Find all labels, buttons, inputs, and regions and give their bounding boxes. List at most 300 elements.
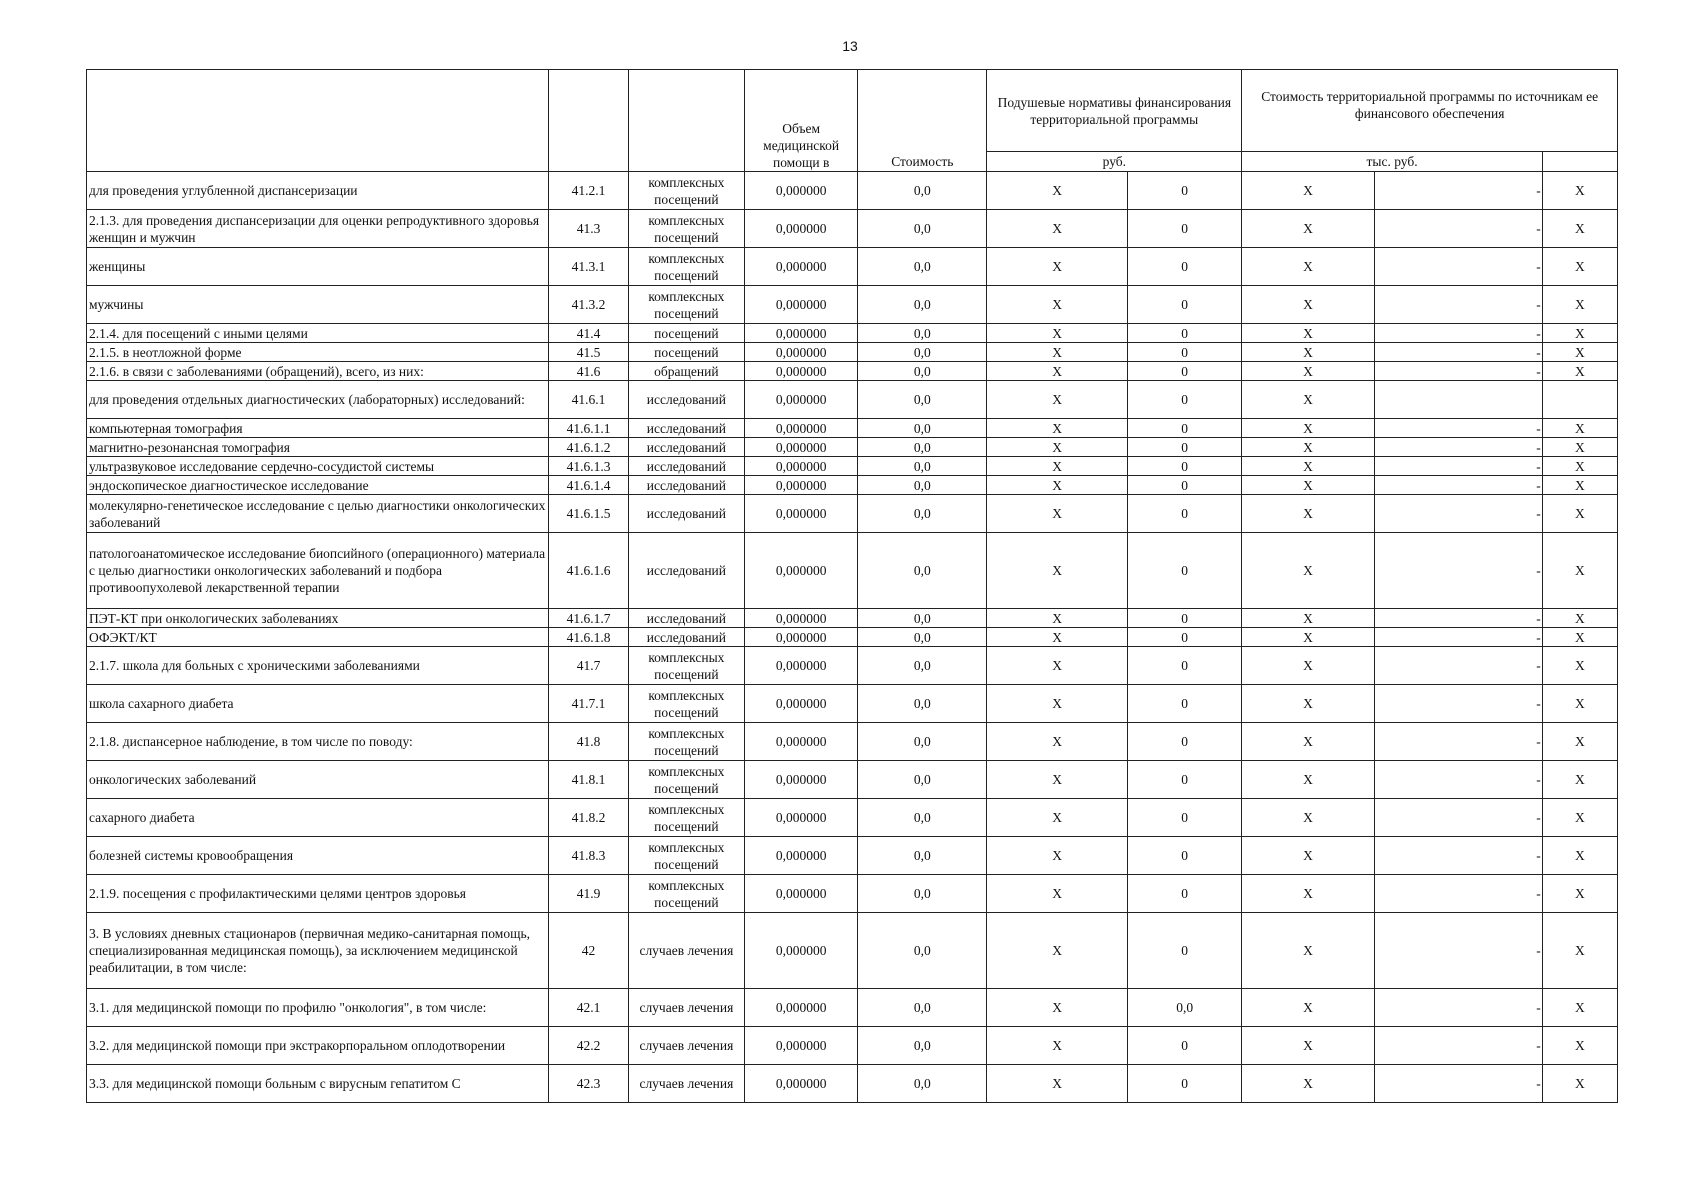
row-program-1: X [1242, 913, 1374, 989]
row-code: 41.8.3 [549, 837, 628, 875]
row-name: 2.1.9. посещения с профилактическими целями центров здоровья [87, 875, 549, 913]
row-per-capita-1: X [987, 419, 1128, 438]
header-volume: Объем медицинской помощи в [763, 121, 840, 170]
row-per-capita-1: X [987, 248, 1128, 286]
row-per-capita-1: X [987, 495, 1128, 533]
row-program-3: X [1542, 1065, 1617, 1103]
row-program-1: X [1242, 761, 1374, 799]
row-unit: обращений [628, 362, 744, 381]
row-program-2: - [1374, 438, 1542, 457]
row-per-capita-1: X [987, 799, 1128, 837]
row-unit: комплексных посещений [628, 286, 744, 324]
row-per-capita-1: X [987, 989, 1128, 1027]
row-per-capita-2: 0 [1128, 286, 1242, 324]
table-row [87, 799, 1618, 837]
row-name: ультразвуковое исследование сердечно-сосудистой системы [87, 457, 549, 476]
row-code: 41.7 [549, 647, 628, 685]
row-per-capita-1: X [987, 913, 1128, 989]
row-per-capita-2: 0 [1128, 761, 1242, 799]
row-program-1: X [1242, 172, 1374, 210]
row-code: 42.1 [549, 989, 628, 1027]
row-per-capita-1: X [987, 172, 1128, 210]
row-volume: 0,000000 [745, 495, 858, 533]
row-program-2: - [1374, 1027, 1542, 1065]
row-program-3 [1542, 381, 1617, 419]
table-row [87, 438, 1618, 457]
row-program-2: - [1374, 533, 1542, 609]
row-program-3: X [1542, 913, 1617, 989]
header-program-cost: Стоимость территориальной программы по источникам ее финансового обеспечения [1242, 70, 1618, 152]
row-program-2: - [1374, 286, 1542, 324]
row-code: 41.6.1.3 [549, 457, 628, 476]
row-program-2: - [1374, 476, 1542, 495]
row-volume: 0,000000 [745, 837, 858, 875]
row-per-capita-2: 0 [1128, 210, 1242, 248]
table-row [87, 457, 1618, 476]
row-volume: 0,000000 [745, 913, 858, 989]
row-program-3: X [1542, 609, 1617, 628]
row-program-3: X [1542, 210, 1617, 248]
row-program-3: X [1542, 875, 1617, 913]
page-number: 13 [842, 38, 858, 54]
row-per-capita-2: 0 [1128, 533, 1242, 609]
row-program-1: X [1242, 533, 1374, 609]
row-program-2: - [1374, 609, 1542, 628]
row-volume: 0,000000 [745, 248, 858, 286]
row-per-capita-1: X [987, 723, 1128, 761]
row-code: 41.6.1.6 [549, 533, 628, 609]
row-cost: 0,0 [858, 609, 987, 628]
row-program-2: - [1374, 362, 1542, 381]
row-per-capita-2: 0 [1128, 324, 1242, 343]
row-code: 41.5 [549, 343, 628, 362]
row-program-1: X [1242, 628, 1374, 647]
row-per-capita-2: 0 [1128, 495, 1242, 533]
row-code: 41.8.2 [549, 799, 628, 837]
row-cost: 0,0 [858, 419, 987, 438]
row-program-3: X [1542, 324, 1617, 343]
row-program-2: - [1374, 172, 1542, 210]
row-per-capita-2: 0,0 [1128, 989, 1242, 1027]
row-program-2 [1374, 381, 1542, 419]
row-program-2: - [1374, 799, 1542, 837]
row-unit: исследований [628, 381, 744, 419]
row-unit: исследований [628, 628, 744, 647]
table-row [87, 476, 1618, 495]
table-row [87, 647, 1618, 685]
row-code: 41.3 [549, 210, 628, 248]
row-unit: комплексных посещений [628, 875, 744, 913]
header-thousand-rub: тыс. руб. [1242, 152, 1542, 172]
row-program-2: - [1374, 210, 1542, 248]
row-name: компьютерная томография [87, 419, 549, 438]
row-program-1: X [1242, 799, 1374, 837]
row-program-1: X [1242, 419, 1374, 438]
row-code: 41.3.2 [549, 286, 628, 324]
row-code: 41.6.1.8 [549, 628, 628, 647]
row-volume: 0,000000 [745, 210, 858, 248]
row-per-capita-1: X [987, 362, 1128, 381]
row-per-capita-1: X [987, 837, 1128, 875]
row-code: 41.4 [549, 324, 628, 343]
row-program-2: - [1374, 723, 1542, 761]
row-unit: комплексных посещений [628, 799, 744, 837]
row-unit: исследований [628, 609, 744, 628]
row-cost: 0,0 [858, 248, 987, 286]
table-row [87, 381, 1618, 419]
row-unit: случаев лечения [628, 1027, 744, 1065]
table-body [87, 172, 1618, 1103]
row-program-2: - [1374, 875, 1542, 913]
row-program-1: X [1242, 362, 1374, 381]
row-name: 3.3. для медицинской помощи больным с вирусным гепатитом С [87, 1065, 549, 1103]
row-volume: 0,000000 [745, 647, 858, 685]
row-per-capita-2: 0 [1128, 248, 1242, 286]
row-program-3: X [1542, 761, 1617, 799]
row-cost: 0,0 [858, 457, 987, 476]
row-name: 2.1.3. для проведения диспансеризации для оценки репродуктивного здоровья женщин и мужчин [87, 210, 549, 248]
row-name: сахарного диабета [87, 799, 549, 837]
row-per-capita-1: X [987, 457, 1128, 476]
row-per-capita-1: X [987, 286, 1128, 324]
row-program-2: - [1374, 343, 1542, 362]
row-program-2: - [1374, 324, 1542, 343]
row-per-capita-2: 0 [1128, 362, 1242, 381]
row-volume: 0,000000 [745, 286, 858, 324]
row-name: 2.1.6. в связи с заболеваниями (обращений), всего, из них: [87, 362, 549, 381]
row-code: 41.7.1 [549, 685, 628, 723]
row-name: женщины [87, 248, 549, 286]
row-program-3: X [1542, 248, 1617, 286]
row-volume: 0,000000 [745, 628, 858, 647]
row-name: для проведения углубленной диспансеризации [87, 172, 549, 210]
row-program-1: X [1242, 685, 1374, 723]
row-program-3: X [1542, 799, 1617, 837]
table-row [87, 837, 1618, 875]
row-cost: 0,0 [858, 343, 987, 362]
row-name: ОФЭКТ/КТ [87, 628, 549, 647]
row-volume: 0,000000 [745, 362, 858, 381]
row-cost: 0,0 [858, 381, 987, 419]
row-per-capita-2: 0 [1128, 875, 1242, 913]
row-unit: случаев лечения [628, 1065, 744, 1103]
row-name: школа сахарного диабета [87, 685, 549, 723]
table-row [87, 685, 1618, 723]
row-program-3: X [1542, 172, 1617, 210]
row-program-3: X [1542, 476, 1617, 495]
row-program-1: X [1242, 324, 1374, 343]
row-program-2: - [1374, 419, 1542, 438]
row-program-1: X [1242, 723, 1374, 761]
row-per-capita-2: 0 [1128, 913, 1242, 989]
row-per-capita-2: 0 [1128, 685, 1242, 723]
table-row [87, 723, 1618, 761]
row-per-capita-2: 0 [1128, 172, 1242, 210]
row-cost: 0,0 [858, 438, 987, 457]
row-program-1: X [1242, 1065, 1374, 1103]
row-cost: 0,0 [858, 362, 987, 381]
row-per-capita-2: 0 [1128, 476, 1242, 495]
row-program-3: X [1542, 286, 1617, 324]
row-cost: 0,0 [858, 210, 987, 248]
row-name: 3.2. для медицинской помощи при экстракорпоральном оплодотворении [87, 1027, 549, 1065]
header-code-cell [549, 70, 628, 172]
row-program-3: X [1542, 343, 1617, 362]
row-code: 41.6.1.2 [549, 438, 628, 457]
row-volume: 0,000000 [745, 343, 858, 362]
row-program-1: X [1242, 495, 1374, 533]
row-per-capita-1: X [987, 476, 1128, 495]
row-program-3: X [1542, 533, 1617, 609]
row-per-capita-1: X [987, 438, 1128, 457]
row-per-capita-2: 0 [1128, 419, 1242, 438]
row-volume: 0,000000 [745, 438, 858, 457]
row-code: 41.6.1.1 [549, 419, 628, 438]
row-program-3: X [1542, 723, 1617, 761]
header-empty-cell [1542, 152, 1617, 172]
row-name: для проведения отдельных диагностических (лабораторных) исследований: [87, 381, 549, 419]
row-name: 2.1.5. в неотложной форме [87, 343, 549, 362]
row-code: 41.8 [549, 723, 628, 761]
row-per-capita-2: 0 [1128, 609, 1242, 628]
row-per-capita-2: 0 [1128, 1027, 1242, 1065]
row-code: 42.3 [549, 1065, 628, 1103]
row-unit: исследований [628, 495, 744, 533]
row-cost: 0,0 [858, 476, 987, 495]
header-volume-cell [745, 70, 858, 172]
row-unit: случаев лечения [628, 913, 744, 989]
table-row [87, 248, 1618, 286]
row-unit: исследований [628, 457, 744, 476]
row-cost: 0,0 [858, 989, 987, 1027]
row-name: 2.1.4. для посещений с иными целями [87, 324, 549, 343]
header-rub: руб. [987, 152, 1242, 172]
row-name: мужчины [87, 286, 549, 324]
row-per-capita-1: X [987, 609, 1128, 628]
table-row [87, 628, 1618, 647]
row-per-capita-2: 0 [1128, 837, 1242, 875]
row-per-capita-1: X [987, 381, 1128, 419]
row-program-1: X [1242, 381, 1374, 419]
row-program-1: X [1242, 989, 1374, 1027]
row-program-1: X [1242, 837, 1374, 875]
row-program-1: X [1242, 476, 1374, 495]
row-unit: комплексных посещений [628, 761, 744, 799]
row-cost: 0,0 [858, 799, 987, 837]
row-per-capita-1: X [987, 324, 1128, 343]
row-unit: исследований [628, 533, 744, 609]
financing-table [86, 69, 1618, 1103]
row-per-capita-2: 0 [1128, 628, 1242, 647]
row-cost: 0,0 [858, 172, 987, 210]
row-unit: исследований [628, 438, 744, 457]
row-program-3: X [1542, 685, 1617, 723]
row-program-3: X [1542, 837, 1617, 875]
row-program-2: - [1374, 989, 1542, 1027]
row-program-1: X [1242, 875, 1374, 913]
table-header [87, 70, 1618, 172]
row-unit: комплексных посещений [628, 723, 744, 761]
row-name: онкологических заболеваний [87, 761, 549, 799]
row-cost: 0,0 [858, 723, 987, 761]
row-per-capita-1: X [987, 1065, 1128, 1103]
row-volume: 0,000000 [745, 761, 858, 799]
row-program-1: X [1242, 248, 1374, 286]
row-volume: 0,000000 [745, 875, 858, 913]
row-per-capita-1: X [987, 343, 1128, 362]
row-program-3: X [1542, 419, 1617, 438]
row-program-3: X [1542, 647, 1617, 685]
row-per-capita-1: X [987, 210, 1128, 248]
row-per-capita-2: 0 [1128, 381, 1242, 419]
row-program-3: X [1542, 495, 1617, 533]
row-code: 41.3.1 [549, 248, 628, 286]
row-per-capita-2: 0 [1128, 723, 1242, 761]
row-program-3: X [1542, 457, 1617, 476]
row-name: 2.1.7. школа для больных с хроническими заболеваниями [87, 647, 549, 685]
row-cost: 0,0 [858, 913, 987, 989]
table-row [87, 210, 1618, 248]
row-per-capita-1: X [987, 685, 1128, 723]
row-code: 41.8.1 [549, 761, 628, 799]
header-name-cell [87, 70, 549, 172]
row-program-1: X [1242, 210, 1374, 248]
row-program-1: X [1242, 286, 1374, 324]
row-program-1: X [1242, 609, 1374, 628]
row-code: 41.2.1 [549, 172, 628, 210]
table-row [87, 913, 1618, 989]
row-program-3: X [1542, 989, 1617, 1027]
row-cost: 0,0 [858, 685, 987, 723]
row-volume: 0,000000 [745, 1065, 858, 1103]
row-name: 3. В условиях дневных стационаров (первичная медико-санитарная помощь, специализированная медицинская помощь), за исключением медицинской реабилитации, в том числе: [87, 913, 549, 989]
row-volume: 0,000000 [745, 989, 858, 1027]
row-unit: случаев лечения [628, 989, 744, 1027]
row-per-capita-2: 0 [1128, 647, 1242, 685]
row-code: 41.9 [549, 875, 628, 913]
row-unit: комплексных посещений [628, 210, 744, 248]
row-unit: посещений [628, 324, 744, 343]
row-volume: 0,000000 [745, 609, 858, 628]
table-row [87, 1065, 1618, 1103]
row-cost: 0,0 [858, 1027, 987, 1065]
row-program-2: - [1374, 647, 1542, 685]
row-program-2: - [1374, 685, 1542, 723]
row-code: 42 [549, 913, 628, 989]
table-row [87, 761, 1618, 799]
row-per-capita-1: X [987, 761, 1128, 799]
row-volume: 0,000000 [745, 723, 858, 761]
row-cost: 0,0 [858, 286, 987, 324]
row-code: 41.6.1 [549, 381, 628, 419]
row-program-3: X [1542, 1027, 1617, 1065]
row-per-capita-2: 0 [1128, 457, 1242, 476]
row-program-2: - [1374, 837, 1542, 875]
row-unit: исследований [628, 476, 744, 495]
row-volume: 0,000000 [745, 1027, 858, 1065]
row-program-1: X [1242, 647, 1374, 685]
row-program-2: - [1374, 628, 1542, 647]
row-unit: комплексных посещений [628, 685, 744, 723]
row-unit: исследований [628, 419, 744, 438]
header-per-capita: Подушевые нормативы финансирования территориальной программы [987, 70, 1242, 152]
row-name: молекулярно-генетическое исследование с целью диагностики онкологических заболеваний [87, 495, 549, 533]
row-volume: 0,000000 [745, 476, 858, 495]
row-program-2: - [1374, 761, 1542, 799]
row-name: 2.1.8. диспансерное наблюдение, в том числе по поводу: [87, 723, 549, 761]
row-volume: 0,000000 [745, 533, 858, 609]
row-volume: 0,000000 [745, 419, 858, 438]
table-row [87, 362, 1618, 381]
row-program-2: - [1374, 913, 1542, 989]
row-code: 41.6.1.5 [549, 495, 628, 533]
row-cost: 0,0 [858, 1065, 987, 1103]
row-program-1: X [1242, 457, 1374, 476]
row-program-3: X [1542, 362, 1617, 381]
row-program-1: X [1242, 343, 1374, 362]
row-unit: комплексных посещений [628, 172, 744, 210]
row-cost: 0,0 [858, 495, 987, 533]
row-unit: посещений [628, 343, 744, 362]
table-row [87, 609, 1618, 628]
row-volume: 0,000000 [745, 457, 858, 476]
row-cost: 0,0 [858, 628, 987, 647]
row-cost: 0,0 [858, 837, 987, 875]
table-row [87, 343, 1618, 362]
row-cost: 0,0 [858, 533, 987, 609]
header-unit-cell [628, 70, 744, 172]
row-program-3: X [1542, 628, 1617, 647]
row-per-capita-2: 0 [1128, 343, 1242, 362]
row-program-2: - [1374, 457, 1542, 476]
table-row [87, 533, 1618, 609]
row-per-capita-1: X [987, 875, 1128, 913]
row-volume: 0,000000 [745, 324, 858, 343]
row-per-capita-1: X [987, 628, 1128, 647]
table-row [87, 1027, 1618, 1065]
row-per-capita-2: 0 [1128, 438, 1242, 457]
row-cost: 0,0 [858, 761, 987, 799]
row-program-2: - [1374, 248, 1542, 286]
row-program-3: X [1542, 438, 1617, 457]
row-program-2: - [1374, 1065, 1542, 1103]
row-cost: 0,0 [858, 647, 987, 685]
table-row [87, 324, 1618, 343]
row-program-1: X [1242, 438, 1374, 457]
row-name: магнитно-резонансная томография [87, 438, 549, 457]
row-per-capita-2: 0 [1128, 1065, 1242, 1103]
row-volume: 0,000000 [745, 685, 858, 723]
row-code: 42.2 [549, 1027, 628, 1065]
row-unit: комплексных посещений [628, 248, 744, 286]
row-per-capita-1: X [987, 1027, 1128, 1065]
row-volume: 0,000000 [745, 172, 858, 210]
table-row [87, 989, 1618, 1027]
row-name: 3.1. для медицинской помощи по профилю "онкология", в том числе: [87, 989, 549, 1027]
table-row [87, 286, 1618, 324]
row-per-capita-1: X [987, 533, 1128, 609]
row-per-capita-1: X [987, 647, 1128, 685]
row-name: эндоскопическое диагностическое исследование [87, 476, 549, 495]
row-unit: комплексных посещений [628, 647, 744, 685]
row-name: патологоанатомическое исследование биопсийного (операционного) материала с целью диагностики онкологических заболеваний и подбора противоопухолевой лекарственной терапии [87, 533, 549, 609]
row-unit: комплексных посещений [628, 837, 744, 875]
table-row [87, 495, 1618, 533]
row-name: болезней системы кровообращения [87, 837, 549, 875]
row-code: 41.6.1.4 [549, 476, 628, 495]
row-volume: 0,000000 [745, 381, 858, 419]
row-per-capita-2: 0 [1128, 799, 1242, 837]
